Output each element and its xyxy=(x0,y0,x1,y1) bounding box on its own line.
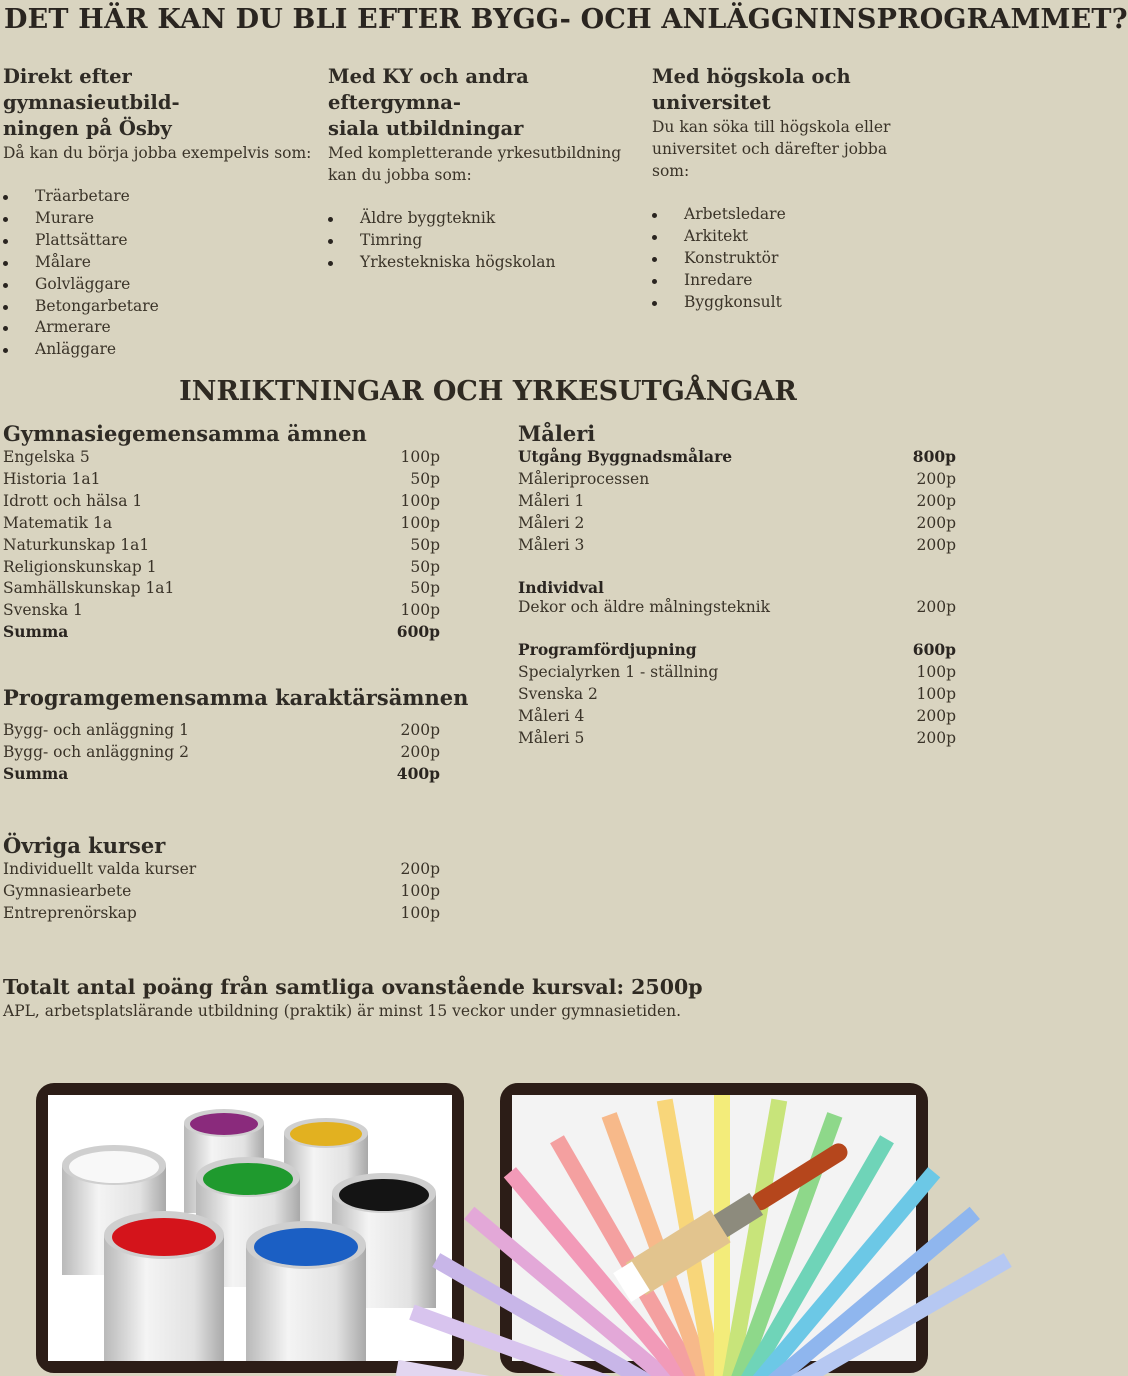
apl-note: APL, arbetsplatslärande utbildning (praktik) är minst 15 veckor under gymnasietiden. xyxy=(3,1002,682,1020)
course-row: Bygg- och anläggning 2 200p xyxy=(3,743,440,761)
maleri-title: Måleri xyxy=(518,421,596,446)
list-item: Betongarbetare xyxy=(3,296,313,318)
course-row: Måleri 4 200p xyxy=(518,707,956,725)
course-row: Dekor och äldre målningsteknik 200p xyxy=(518,598,956,616)
column-heading: Med KY och andra eftergymna- siala utbildningar xyxy=(328,65,529,140)
list-item: Yrkestekniska högskolan xyxy=(328,252,643,274)
ovriga-title: Övriga kurser xyxy=(3,833,166,858)
course-row: Bygg- och anläggning 1 200p xyxy=(3,721,440,739)
list-item: Timring xyxy=(328,230,643,252)
column-lead: Med kompletterande yrkesutbildning kan du jobba som: xyxy=(328,144,622,184)
sum-row: Summa 600p xyxy=(3,622,440,641)
career-list xyxy=(328,208,643,274)
list-item: Äldre byggteknik xyxy=(328,208,643,230)
course-row: Måleri 1 200p xyxy=(518,492,956,510)
list-item: Byggkonsult xyxy=(652,292,957,314)
column-lead: Du kan söka till högskola eller universitet och därefter jobba som: xyxy=(652,118,891,180)
course-row: Idrott och hälsa 1 100p xyxy=(3,492,440,510)
column-heading: Direkt efter gymnasieutbild- ningen på Ösby xyxy=(3,65,180,140)
sum-row: Summa 400p xyxy=(3,764,440,783)
column-lead: Då kan du börja jobba exempelvis som: xyxy=(3,144,312,162)
list-item: Arbetsledare xyxy=(652,204,957,226)
total-points: Totalt antal poäng från samtliga ovanstående kursval: 2500p xyxy=(3,975,703,999)
list-item: Arkitekt xyxy=(652,226,957,248)
paint-cans-image xyxy=(36,1083,464,1373)
course-row: Specialyrken 1 - ställning 100p xyxy=(518,663,956,681)
course-row: Entreprenörskap 100p xyxy=(3,904,440,922)
list-item: Plattsättare xyxy=(3,230,313,252)
paint-cans-illustration xyxy=(48,1095,452,1361)
career-list xyxy=(3,186,313,361)
course-row: Måleri 5 200p xyxy=(518,729,956,747)
program-title: Programgemensamma karaktärsämnen xyxy=(3,685,469,710)
list-item: Armerare xyxy=(3,317,313,339)
list-item: Murare xyxy=(3,208,313,230)
course-row: Naturkunskap 1a1 50p xyxy=(3,536,440,554)
course-row: Måleriprocessen 200p xyxy=(518,470,956,488)
course-row: Religionskunskap 1 50p xyxy=(3,558,440,576)
career-column-ky xyxy=(328,64,643,274)
course-row: Svenska 2 100p xyxy=(518,685,956,703)
course-row: Måleri 3 200p xyxy=(518,536,956,554)
list-item: Inredare xyxy=(652,270,957,292)
section-title: INRIKTNINGAR OCH YRKESUTGÅNGAR xyxy=(179,376,797,407)
career-list xyxy=(652,204,957,314)
list-item: Golvläggare xyxy=(3,274,313,296)
utgang-row: Utgång Byggnadsmålare 800p xyxy=(518,447,956,466)
color-fan-illustration xyxy=(512,1095,916,1361)
course-row: Samhällskunskap 1a1 50p xyxy=(3,579,440,597)
individval-label: Individval xyxy=(518,578,604,597)
main-title: DET HÄR KAN DU BLI EFTER BYGG- OCH ANLÄGGNINSPROGRAMMET? xyxy=(4,4,1128,35)
course-row: Matematik 1a 100p xyxy=(3,514,440,532)
fordjupning-row: Programfördjupning 600p xyxy=(518,640,956,659)
course-row: Gymnasiearbete 100p xyxy=(3,882,440,900)
list-item: Anläggare xyxy=(3,339,313,361)
gymnasie-title: Gymnasiegemensamma ämnen xyxy=(3,421,367,446)
list-item: Träarbetare xyxy=(3,186,313,208)
career-column-university xyxy=(652,64,957,314)
course-row: Måleri 2 200p xyxy=(518,514,956,532)
color-swatch-brush-image xyxy=(500,1083,928,1373)
column-heading: Med högskola och universitet xyxy=(652,65,851,114)
course-row: Svenska 1 100p xyxy=(3,601,440,619)
course-row: Engelska 5 100p xyxy=(3,448,440,466)
course-row: Individuellt valda kurser 200p xyxy=(3,860,440,878)
list-item: Konstruktör xyxy=(652,248,957,270)
course-row: Historia 1a1 50p xyxy=(3,470,440,488)
list-item: Målare xyxy=(3,252,313,274)
career-column-direct xyxy=(3,64,313,361)
